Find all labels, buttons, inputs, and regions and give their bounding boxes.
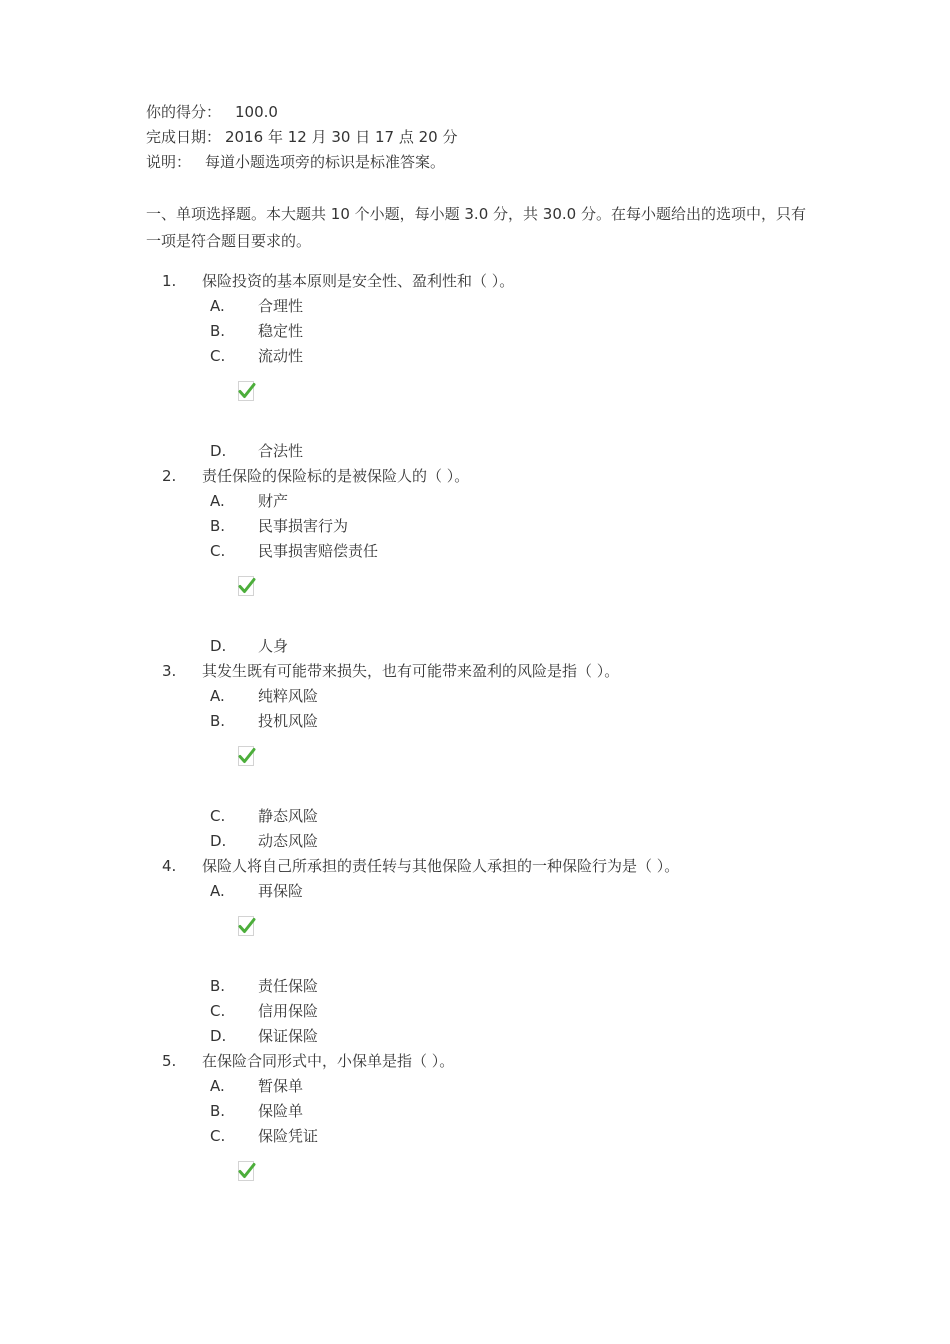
option-text: 流动性 (258, 347, 304, 365)
checkmark-icon (238, 381, 254, 401)
score-value: 100.0 (235, 103, 278, 121)
option-letter: A. (210, 297, 225, 315)
section-intro: 一、单项选择题。本大题共 10 个小题，每小题 3.0 分，共 30.0 分。在每小题给出的选项中，只有一项是符合题目要求的。 (146, 205, 806, 250)
correct-answer-mark (146, 1149, 806, 1219)
option-letter: B. (210, 322, 226, 340)
question-number: 1. (162, 272, 177, 290)
question-list (146, 269, 806, 1219)
score-line (146, 100, 806, 125)
option-text: 再保险 (258, 882, 304, 900)
option-text: 人身 (258, 637, 289, 655)
answer-option (146, 999, 806, 1024)
option-text: 纯粹风险 (258, 687, 319, 705)
option-letter: C. (210, 347, 226, 365)
option-text: 保险凭证 (258, 1127, 319, 1145)
answer-option (146, 1024, 806, 1049)
question-item (146, 854, 806, 1049)
question-text: 保险投资的基本原则是安全性、盈利性和（ ）。 (202, 272, 515, 290)
option-text: 合法性 (258, 442, 304, 460)
option-letter: D. (210, 442, 227, 460)
answer-option (146, 829, 806, 854)
option-text: 保证保险 (258, 1027, 319, 1045)
option-letter: B. (210, 712, 226, 730)
question-stem (146, 464, 806, 489)
option-letter: D. (210, 1027, 227, 1045)
note-value: 每道小题选项旁的标识是标准答案。 (205, 153, 446, 171)
option-letter: C. (210, 807, 226, 825)
question-text: 保险人将自己所承担的责任转与其他保险人承担的一种保险行为是（ ）。 (202, 857, 680, 875)
option-text: 投机风险 (258, 712, 319, 730)
quiz-result-page (146, 100, 806, 1219)
option-text: 暂保单 (258, 1077, 304, 1095)
question-stem (146, 1049, 806, 1074)
option-text: 民事损害行为 (258, 517, 349, 535)
question-number: 3. (162, 662, 177, 680)
question-number: 2. (162, 467, 177, 485)
option-text: 民事损害赔偿责任 (258, 542, 379, 560)
question-item (146, 464, 806, 659)
option-text: 信用保险 (258, 1002, 319, 1020)
completion-date-value: 2016 年 12 月 30 日 17 点 20 分 (225, 128, 458, 146)
option-letter: D. (210, 637, 227, 655)
note-line (146, 150, 806, 175)
answer-option (146, 514, 806, 539)
question-text: 在保险合同形式中，小保单是指（ ）。 (202, 1052, 455, 1070)
answer-option (146, 974, 806, 999)
option-text: 保险单 (258, 1102, 304, 1120)
option-text: 动态风险 (258, 832, 319, 850)
question-stem (146, 854, 806, 879)
answer-option (146, 804, 806, 829)
option-letter: A. (210, 687, 225, 705)
answer-option (146, 539, 806, 564)
answer-option (146, 1124, 806, 1149)
option-text: 静态风险 (258, 807, 319, 825)
option-text: 合理性 (258, 297, 304, 315)
correct-answer-mark (146, 564, 806, 634)
question-number: 5. (162, 1052, 177, 1070)
question-stem (146, 659, 806, 684)
answer-option (146, 1074, 806, 1099)
answer-option (146, 439, 806, 464)
option-text: 财产 (258, 492, 289, 510)
answer-option (146, 684, 806, 709)
question-item (146, 659, 806, 854)
checkmark-icon (238, 746, 254, 766)
correct-answer-mark (146, 369, 806, 439)
option-letter: B. (210, 517, 226, 535)
option-letter: A. (210, 882, 225, 900)
option-letter: D. (210, 832, 227, 850)
score-label: 你的得分： (146, 103, 222, 121)
answer-option (146, 344, 806, 369)
question-text: 其发生既有可能带来损失，也有可能带来盈利的风险是指（ ）。 (202, 662, 620, 680)
question-number: 4. (162, 857, 177, 875)
answer-option (146, 709, 806, 734)
answer-option (146, 319, 806, 344)
option-letter: C. (210, 1002, 226, 1020)
checkmark-icon (238, 576, 254, 596)
option-letter: C. (210, 1127, 226, 1145)
correct-answer-mark (146, 734, 806, 804)
option-letter: C. (210, 542, 226, 560)
question-item (146, 1049, 806, 1219)
checkmark-icon (238, 1161, 254, 1181)
option-text: 稳定性 (258, 322, 304, 340)
note-label: 说明： (146, 153, 192, 171)
option-letter: B. (210, 1102, 226, 1120)
option-letter: A. (210, 492, 225, 510)
question-stem (146, 269, 806, 294)
checkmark-icon (238, 916, 254, 936)
option-text: 责任保险 (258, 977, 319, 995)
option-letter: B. (210, 977, 226, 995)
answer-option (146, 489, 806, 514)
question-text: 责任保险的保险标的是被保险人的（ ）。 (202, 467, 470, 485)
completion-date-line (146, 125, 806, 150)
answer-option (146, 634, 806, 659)
completion-date-label: 完成日期： (146, 128, 222, 146)
answer-option (146, 294, 806, 319)
correct-answer-mark (146, 904, 806, 974)
question-item (146, 269, 806, 464)
answer-option (146, 1099, 806, 1124)
answer-option (146, 879, 806, 904)
option-letter: A. (210, 1077, 225, 1095)
